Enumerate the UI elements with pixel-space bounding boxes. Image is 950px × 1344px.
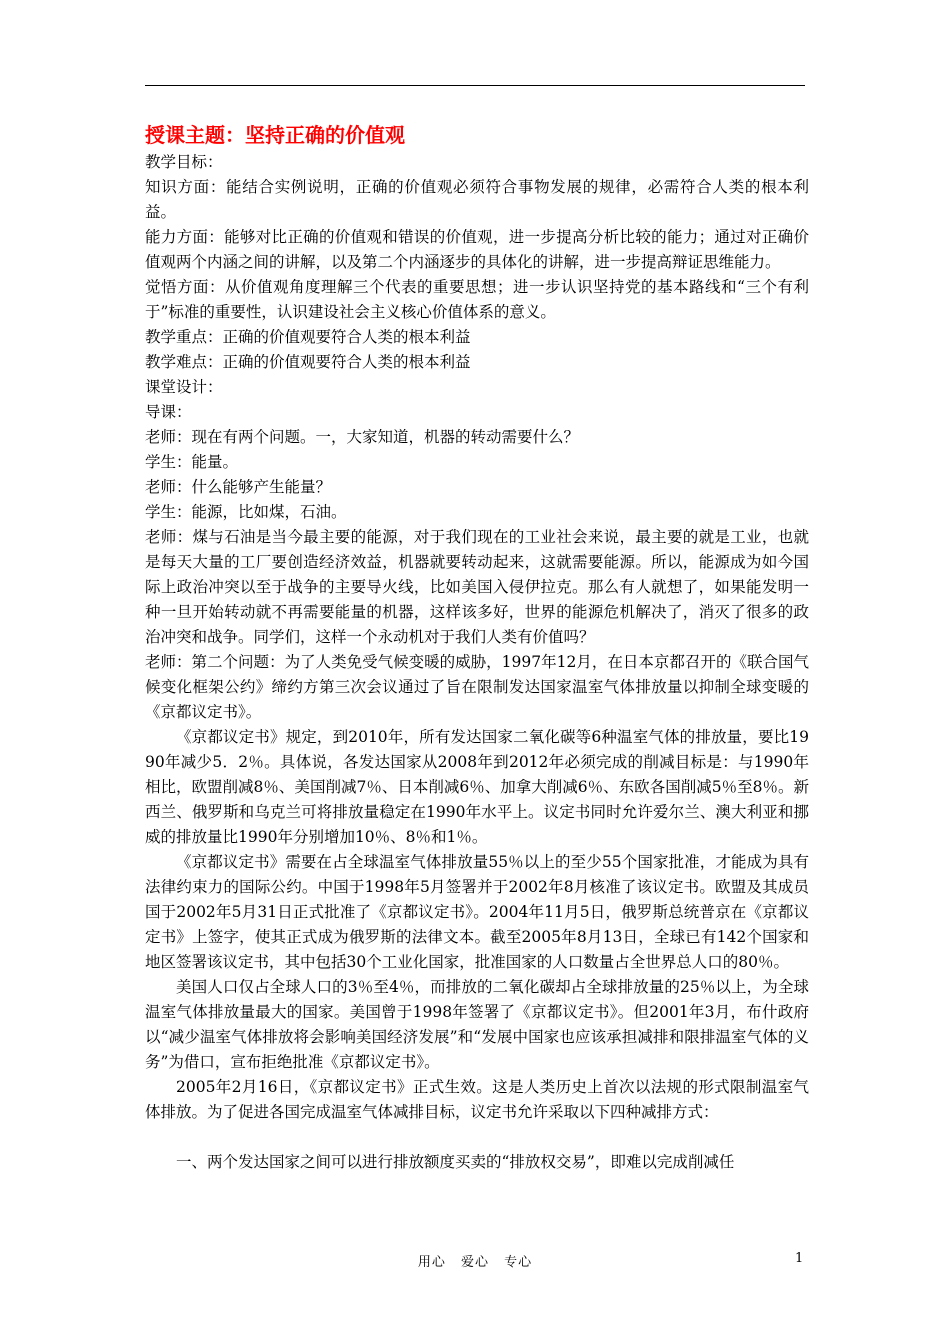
paragraph: 觉悟方面：从价值观角度理解三个代表的重要思想；进一步认识坚持党的基本路线和“三个有利于”标准的重要性，认识建设社会主义核心价值体系的意义。 (145, 278, 809, 321)
header-rule (145, 85, 805, 86)
page-title: 授课主题：坚持正确的价值观 (145, 123, 405, 147)
paragraph: 教学难点：正确的价值观要符合人类的根本利益 (145, 353, 471, 371)
paragraph: 老师：第二个问题：为了人类免受气候变暖的威胁，1997年12月，在日本京都召开的《联合国气候变化框架公约》缔约方第三次会议通过了旨在限制发达国家温室气体排放量以抑制全球变暖的《京都议定书》。 (145, 653, 809, 721)
paragraph: 学生：能量。 (145, 453, 239, 471)
footer-motto: 用心 爱心 专心 (417, 1255, 533, 1270)
paragraph: 老师：什么能够产生能量？ (145, 478, 332, 496)
paragraph: 教学目标： (145, 153, 223, 171)
paragraph: 导课： (145, 403, 192, 421)
paragraph: 《京都议定书》规定，到2010年，所有发达国家二氧化碳等6种温室气体的排放量，要比1990年减少5．2％。具体说，各发达国家从2008年到2012年必须完成的削减目标是：与1990年相比，欧盟削减8％、美国削减7％、日本削减6％、加拿大削减6％、东欧各国削减5％至8％。新西兰、俄罗斯和乌克兰可将排放量稳定在1990年水平上。议定书同时允许爱尔兰、澳大利亚和挪威的排放量比1990年分别增加10％、8％和1％。 (145, 728, 809, 846)
paragraph: 一、两个发达国家之间可以进行排放额度买卖的“排放权交易”，即难以完成削减任 (176, 1153, 735, 1171)
paragraph: 老师：煤与石油是当今最主要的能源，对于我们现在的工业社会来说，最主要的就是工业，也就是每天大量的工厂要创造经济效益，机器就要转动起来，这就需要能源。所以，能源成为如今国际上政治冲突以至于战争的主要导火线，比如美国入侵伊拉克。那么有人就想了，如果能发明一种一旦开始转动就不再需要能量的机器，这样该多好，世界的能源危机解决了，消灭了很多的政治冲突和战争。同学们，这样一个永动机对于我们人类有价值吗？ (145, 528, 809, 646)
page-number: 1 (795, 1251, 804, 1266)
document-body (145, 120, 809, 1175)
paragraph: 美国人口仅占全球人口的3％至4％，而排放的二氧化碳却占全球排放量的25％以上，为全球温室气体排放量最大的国家。美国曾于1998年签署了《京都议定书》。但2001年3月，布什政府以“减少温室气体排放将会影响美国经济发展”和“发展中国家也应该承担减排和限排温室气体的义务”为借口，宣布拒绝批准《京都议定书》。 (145, 978, 809, 1071)
paragraph: 课堂设计： (145, 378, 223, 396)
paragraph: 2005年2月16日，《京都议定书》正式生效。这是人类历史上首次以法规的形式限制温室气体排放。为了促进各国完成温室气体减排目标，议定书允许采取以下四种减排方式： (145, 1078, 809, 1121)
paragraph: 能力方面：能够对比正确的价值观和错误的价值观，进一步提高分析比较的能力；通过对正确价值观两个内涵之间的讲解，以及第二个内涵逐步的具体化的讲解，进一步提高辩证思维能力。 (145, 228, 809, 271)
paragraph: 学生：能源，比如煤，石油。 (145, 503, 347, 521)
paragraph: 老师：现在有两个问题。一，大家知道，机器的转动需要什么？ (145, 428, 580, 446)
paragraph: 教学重点：正确的价值观要符合人类的根本利益 (145, 328, 471, 346)
paragraph: 《京都议定书》需要在占全球温室气体排放量55％以上的至少55个国家批准，才能成为具有法律约束力的国际公约。中国于1998年5月签署并于2002年8月核准了该议定书。欧盟及其成员国于2002年5月31日正式批准了《京都议定书》。2004年11月5日，俄罗斯总统普京在《京都议定书》上签字，使其正式成为俄罗斯的法律文本。截至2005年8月13日，全球已有142个国家和地区签署该议定书，其中包括30个工业化国家，批准国家的人口数量占全世界总人口的80％。 (145, 853, 809, 971)
paragraph: 知识方面：能结合实例说明，正确的价值观必须符合事物发展的规律，必需符合人类的根本利益。 (145, 178, 809, 221)
